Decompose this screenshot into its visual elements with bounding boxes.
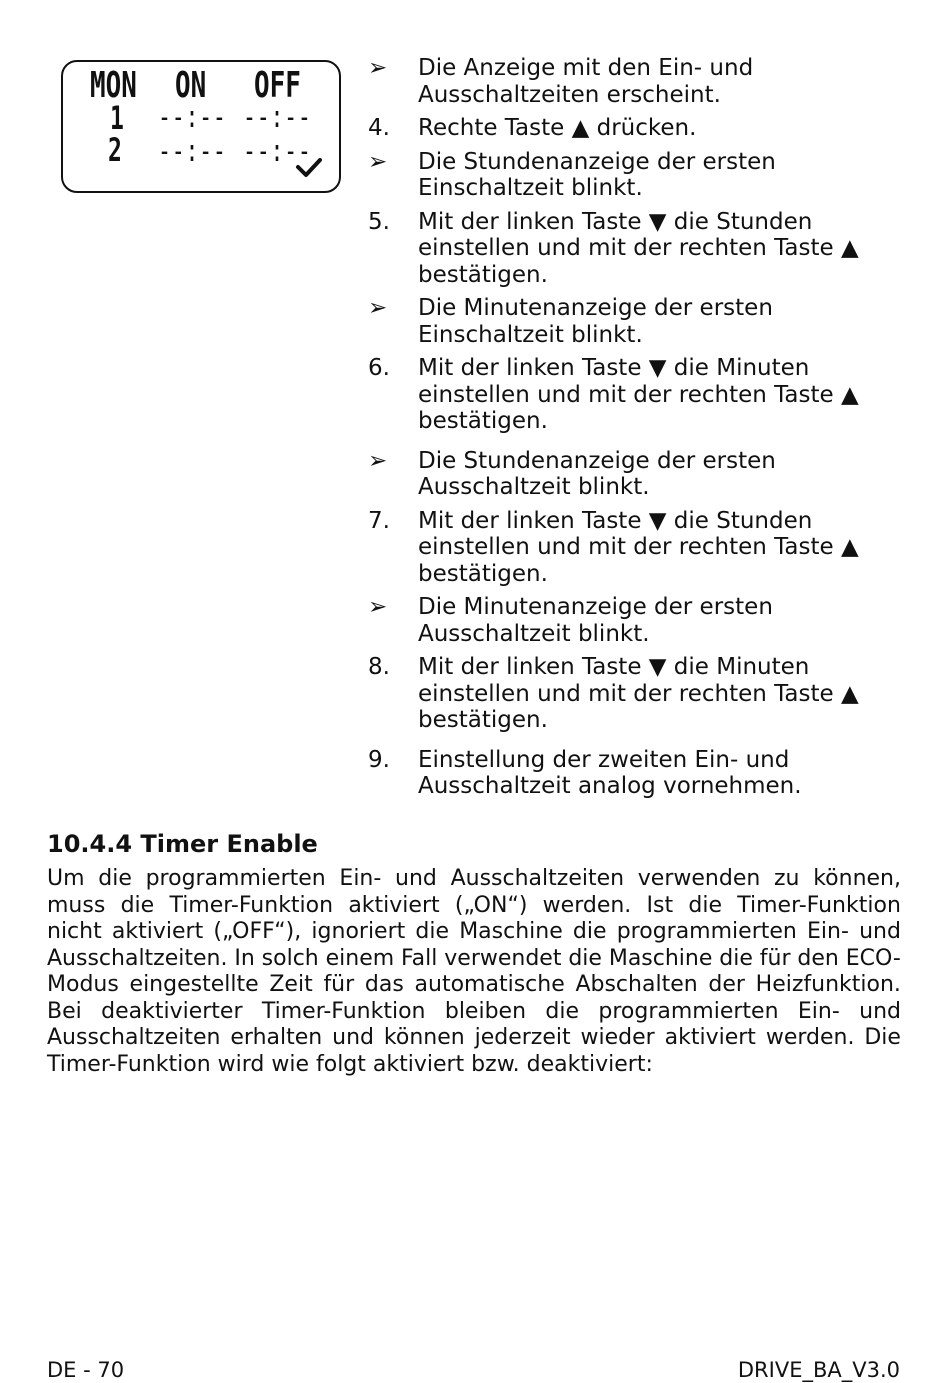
word: Um — [47, 866, 85, 891]
section-paragraph — [47, 866, 901, 1078]
step-line: Mit der linken Taste ▼ die Minuten — [418, 355, 810, 381]
word: Ausschaltzeiten — [450, 866, 625, 891]
word: automatische — [414, 972, 565, 997]
step-item — [368, 55, 888, 108]
word: („OFF“), — [213, 919, 302, 944]
word: für — [323, 972, 355, 997]
word: erhalten — [230, 1025, 323, 1050]
word: aktiviert — [664, 1025, 756, 1050]
word: bleiben — [444, 998, 527, 1024]
step-item — [368, 448, 888, 501]
step-line: bestätigen. — [418, 261, 548, 288]
paragraph-line — [47, 1025, 901, 1052]
lcd-off-time: --:-- — [243, 100, 312, 135]
word: Ausschaltzeiten. — [47, 945, 228, 971]
lcd-header-day: MON — [90, 65, 137, 106]
word: Modus — [47, 972, 119, 997]
word: verwendet — [444, 945, 562, 971]
word: die — [719, 945, 753, 971]
lcd-display — [61, 60, 341, 193]
step-line: einstellen und mit der rechten Taste ▲ — [418, 680, 859, 707]
word: zu — [774, 866, 800, 891]
word: und — [859, 919, 901, 944]
step-line: Ausschaltzeit analog vornehmen. — [418, 773, 802, 799]
word: verwenden — [637, 866, 761, 891]
step-item — [368, 149, 888, 202]
document-id: DRIVE_BA_V3.0 — [737, 1358, 900, 1382]
step-text — [418, 149, 888, 202]
word: jederzeit — [474, 1025, 571, 1050]
step-line: Mit der linken Taste ▼ die Stunden — [418, 208, 813, 235]
word: deaktivierter — [101, 998, 243, 1024]
step-line: Mit der linken Taste ▼ die Minuten — [418, 654, 810, 680]
word: Ist — [646, 892, 674, 918]
word: den — [797, 945, 839, 971]
word: können, — [813, 866, 901, 891]
step-item — [368, 295, 888, 348]
word: Timer-Funktion — [261, 998, 426, 1024]
word: solch — [261, 945, 319, 971]
word: die — [572, 919, 607, 944]
step-text — [418, 355, 888, 435]
step-marker: 8. — [368, 654, 390, 680]
step-line: Ausschaltzeit blinkt. — [418, 474, 650, 500]
step-item — [368, 654, 888, 734]
step-line: Die Minutenanzeige der ersten — [418, 295, 773, 321]
step-line: Die Stundenanzeige der ersten — [418, 447, 776, 474]
word: („ON“) — [454, 892, 528, 918]
word: können — [383, 1025, 465, 1050]
word: werden. — [765, 1025, 855, 1050]
paragraph-line — [47, 999, 901, 1026]
word: der — [708, 972, 745, 997]
step-marker: 4. — [368, 115, 390, 141]
step-line: bestätigen. — [418, 408, 548, 434]
step-marker: ➢ — [368, 295, 388, 321]
step-line: Mit der linken Taste ▼ die Stunden — [418, 507, 813, 534]
word: aktiviert — [348, 892, 440, 918]
paragraph-line — [47, 893, 901, 920]
step-line: Ausschaltzeiten erscheint. — [418, 81, 721, 108]
lcd-off-time: --:-- — [243, 134, 312, 169]
step-marker: 7. — [368, 507, 390, 534]
word: muss — [47, 892, 106, 918]
step-line: einstellen und mit der rechten Taste ▲ — [418, 381, 859, 408]
word: Ein- — [339, 866, 382, 891]
word: Heizfunktion. — [755, 972, 901, 997]
word: die — [415, 919, 450, 944]
word: einem — [325, 945, 395, 971]
word: Timer-Funktion — [737, 892, 901, 918]
word: Maschine — [459, 919, 563, 944]
word: Fall — [401, 945, 438, 971]
step-line: bestätigen. — [418, 560, 548, 587]
step-line: einstellen und mit der rechten Taste ▲ — [418, 235, 859, 261]
step-marker: 9. — [368, 746, 390, 773]
page-number: DE - 70 — [47, 1358, 125, 1382]
word: Ein- — [807, 919, 849, 944]
step-item — [368, 747, 888, 800]
word: die — [568, 945, 602, 971]
word: Timer-Funktion — [169, 892, 334, 918]
step-line: Rechte Taste ▲ drücken. — [418, 115, 697, 141]
word: und — [859, 998, 901, 1024]
step-item — [368, 594, 888, 647]
word: die — [688, 892, 722, 918]
word: Ausschaltzeiten — [47, 1025, 221, 1050]
word: Zeit — [269, 972, 313, 997]
word: ECO- — [845, 945, 901, 971]
lcd-header-on: ON — [175, 65, 207, 106]
word: für — [759, 945, 791, 971]
paragraph-line — [47, 866, 901, 893]
lcd-header-off: OFF — [254, 65, 301, 106]
step-text — [418, 747, 888, 800]
word: wieder — [580, 1025, 655, 1050]
step-text — [418, 115, 888, 142]
word: nicht — [47, 919, 102, 944]
step-text — [418, 594, 888, 647]
word: Ein- — [797, 998, 840, 1024]
word: programmierten — [616, 919, 797, 944]
word: und — [395, 866, 437, 891]
step-marker: ➢ — [368, 55, 388, 81]
word: In — [234, 945, 255, 971]
word: die — [120, 892, 155, 918]
paragraph-line — [47, 946, 901, 973]
section-heading: 10.4.4 Timer Enable — [47, 830, 318, 858]
word: ignoriert — [311, 919, 406, 944]
step-line: Ausschaltzeit blinkt. — [418, 620, 650, 647]
step-text — [418, 654, 888, 734]
word: aktiviert — [111, 919, 204, 944]
step-text — [418, 209, 888, 289]
step-line: einstellen und mit der rechten Taste ▲ — [418, 534, 859, 560]
step-marker: ➢ — [368, 594, 388, 620]
step-line: Die Minutenanzeige der ersten — [418, 594, 773, 620]
lcd-row-number: 1 — [110, 99, 124, 137]
word: Maschine — [608, 945, 713, 971]
check-icon — [295, 157, 323, 179]
paragraph-line — [47, 919, 901, 946]
word: Abschalten — [575, 972, 698, 997]
word: die — [98, 866, 132, 891]
step-line: Einstellung der zweiten Ein- und — [418, 746, 790, 773]
step-item — [368, 115, 888, 142]
step-line: Die Anzeige mit den Ein- und — [418, 55, 754, 81]
step-line: Einschaltzeit blinkt. — [418, 175, 643, 201]
step-item — [368, 355, 888, 435]
lcd-on-time: --:-- — [158, 134, 227, 169]
paragraph-line: Timer-Funktion wird wie folgt aktiviert bzw. deaktiviert: — [47, 1051, 653, 1077]
step-text — [418, 295, 888, 348]
instruction-steps — [368, 55, 888, 807]
step-line: bestätigen. — [418, 707, 548, 733]
step-line: Einschaltzeit blinkt. — [418, 321, 643, 348]
word: programmierten — [145, 866, 326, 891]
word: eingestellte — [129, 972, 259, 997]
lcd-row-number: 2 — [108, 131, 122, 169]
step-marker: ➢ — [368, 148, 388, 175]
word: Bei — [47, 998, 82, 1024]
word: das — [364, 972, 404, 997]
step-marker: ➢ — [368, 447, 388, 474]
step-marker: 5. — [368, 208, 390, 235]
step-text — [418, 508, 888, 588]
step-item — [368, 508, 888, 588]
word: die — [545, 998, 580, 1024]
word: werden. — [542, 892, 632, 918]
word: Die — [864, 1025, 901, 1050]
step-text — [418, 448, 888, 501]
paragraph-line — [47, 972, 901, 999]
step-marker: 6. — [368, 355, 390, 381]
step-item — [368, 209, 888, 289]
word: und — [332, 1025, 374, 1050]
step-line: Die Stundenanzeige der ersten — [418, 148, 776, 175]
step-text — [418, 55, 888, 108]
word: programmierten — [598, 998, 779, 1024]
lcd-on-time: --:-- — [158, 100, 227, 135]
